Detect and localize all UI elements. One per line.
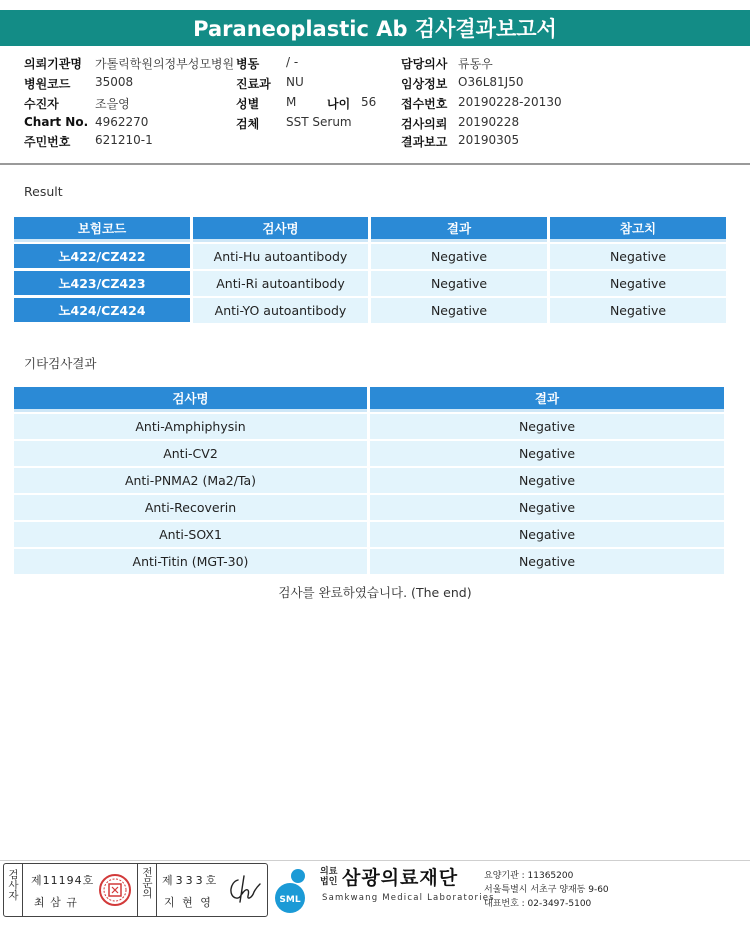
table-row-result: Negative [370, 522, 724, 547]
doctor-label: 담당의사 [401, 57, 448, 71]
table-row-ref: Negative [550, 298, 726, 323]
doctor-value: 류동우 [458, 57, 493, 71]
report-label: 결과보고 [401, 135, 448, 149]
dept-label: 진료과 [236, 77, 271, 91]
table-row-name: Anti-SOX1 [14, 522, 367, 547]
hospcode-value: 35008 [95, 75, 134, 89]
receipt-value: 20190228-20130 [458, 95, 562, 109]
result-section-label: Result [24, 184, 63, 199]
patient-value: 조을영 [95, 97, 130, 111]
table-row-result: Negative [370, 414, 724, 439]
signature-box [3, 863, 268, 917]
age-label: 나이 [327, 97, 351, 111]
table-row-name: Anti-PNMA2 (Ma2/Ta) [14, 468, 367, 493]
table-row-name: Anti-Titin (MGT-30) [14, 549, 367, 574]
table-row-result: Negative [370, 549, 724, 574]
id-value: 621210-1 [95, 133, 153, 147]
examiner-license: 제11194호 [31, 874, 95, 887]
other-header-name: 검사명 [14, 387, 367, 412]
table-row-code: 노424/CZ424 [14, 298, 190, 322]
specialist-vertical-label: 전문의 [141, 867, 153, 899]
examiner-vertical-label: 검사자 [7, 869, 19, 901]
ward-label: 병동 [236, 57, 260, 71]
svg-text:SML: SML [279, 895, 301, 905]
table-row-name: Anti-Ri autoantibody [193, 271, 368, 296]
end-of-report-text: 검사를 완료하였습니다. (The end) [278, 585, 472, 600]
table-row-result: Negative [370, 441, 724, 466]
clinical-value: O36L81J50 [458, 75, 524, 89]
separator-line [156, 864, 157, 916]
table-row-ref: Negative [550, 271, 726, 296]
specialist-license: 제333호 [162, 874, 220, 887]
other-header-result: 결과 [370, 387, 724, 412]
sml-logo-icon [272, 866, 320, 914]
clinical-label: 임상정보 [401, 77, 448, 91]
section-divider [0, 163, 750, 165]
table-row-ref: Negative [550, 244, 726, 269]
chart-label: Chart No. [24, 115, 89, 129]
sex-value: M [286, 95, 297, 109]
org-label: 의뢰기관명 [24, 57, 82, 71]
org-phone-line: 대표번호 : 02-3497-5100 [484, 899, 592, 909]
examiner-name: 최 삼 규 [34, 896, 78, 909]
other-section-label: 기타검사결과 [24, 356, 97, 371]
table-row-name: Anti-Recoverin [14, 495, 367, 520]
org-address-line: 서울특별시 서초구 양재동 9-60 [484, 885, 609, 895]
table-row-result: Negative [371, 271, 547, 296]
sex-label: 성별 [236, 97, 260, 111]
org-name: 삼광의료재단 [342, 867, 459, 889]
report-title: Paraneoplastic Ab 검사결과보고서 [0, 10, 750, 46]
table-row-result: Negative [370, 495, 724, 520]
org-value: 가톨릭학원의정부성모병원 [95, 57, 235, 71]
request-label: 검사의뢰 [401, 117, 448, 131]
result-header-ref: 참고치 [550, 217, 726, 242]
org-type-label: 의료 법인 [320, 867, 338, 887]
org-code-line: 요양기관 : 11365200 [484, 871, 574, 881]
table-row-result: Negative [371, 298, 547, 323]
examiner-seal-icon [98, 873, 132, 907]
table-row-name: Anti-YO autoantibody [193, 298, 368, 323]
specialist-name: 지 현 영 [164, 896, 213, 909]
hospcode-label: 병원코드 [24, 77, 71, 91]
org-english-name: Samkwang Medical Laboratories [322, 893, 495, 903]
table-row-code: 노423/CZ423 [14, 271, 190, 295]
table-row-name: Anti-Hu autoantibody [193, 244, 368, 269]
separator-line [137, 864, 138, 916]
table-row-result: Negative [371, 244, 547, 269]
table-row-result: Negative [370, 468, 724, 493]
result-header-code: 보험코드 [14, 217, 190, 242]
result-header-result: 결과 [371, 217, 547, 242]
id-label: 주민번호 [24, 135, 71, 149]
age-value: 56 [361, 95, 377, 109]
specialist-signature-icon [224, 874, 264, 906]
chart-value: 4962270 [95, 115, 149, 129]
ward-value: / - [286, 55, 299, 69]
table-row-code: 노422/CZ422 [14, 244, 190, 268]
result-header-name: 검사명 [193, 217, 368, 242]
table-row-name: Anti-CV2 [14, 441, 367, 466]
request-value: 20190228 [458, 115, 520, 129]
table-row-name: Anti-Amphiphysin [14, 414, 367, 439]
patient-label: 수진자 [24, 97, 59, 111]
footer-divider [0, 860, 750, 861]
dept-value: NU [286, 75, 304, 89]
receipt-label: 접수번호 [401, 97, 448, 111]
report-value: 20190305 [458, 133, 520, 147]
specimen-label: 검체 [236, 117, 260, 131]
separator-line [22, 864, 23, 916]
specimen-value: SST Serum [286, 115, 352, 129]
